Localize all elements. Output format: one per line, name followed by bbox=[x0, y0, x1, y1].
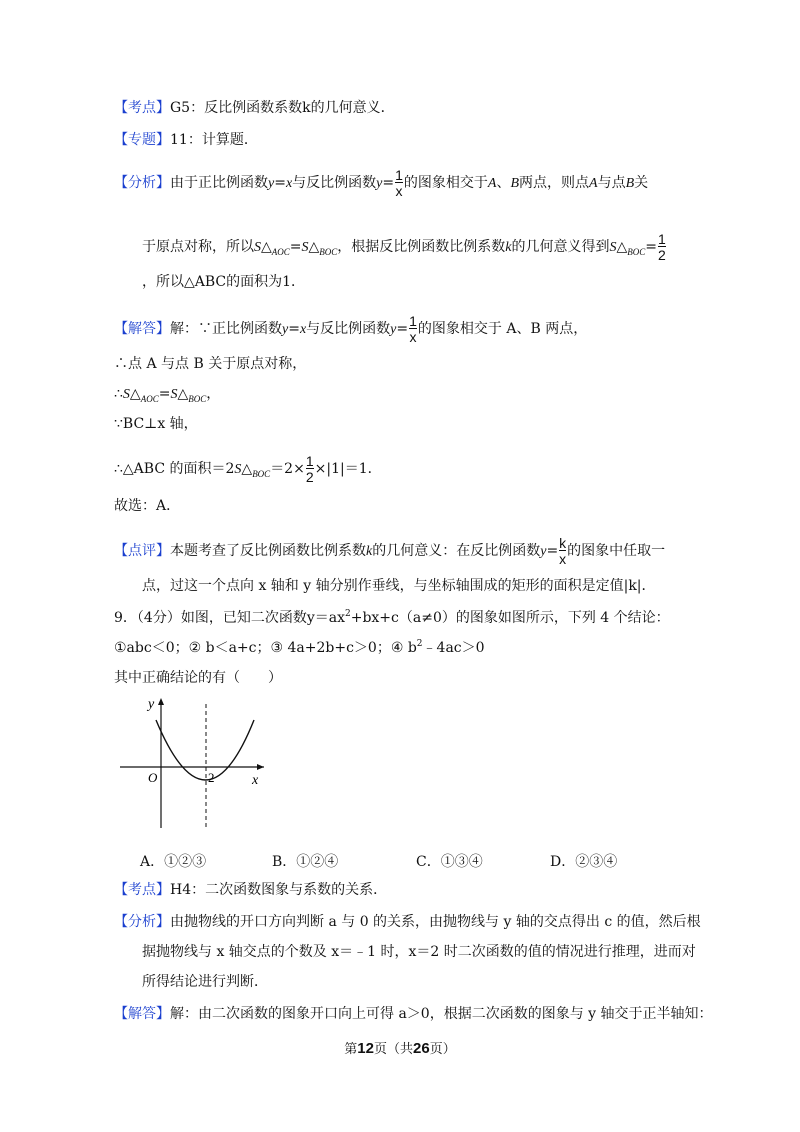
subscript: BOC bbox=[188, 394, 207, 404]
step-2 bbox=[114, 384, 220, 405]
denominator: 2 bbox=[305, 469, 314, 485]
fraction-one-half bbox=[658, 232, 666, 262]
var: S bbox=[254, 240, 261, 255]
denominator: x bbox=[559, 551, 567, 567]
subscript: AOC bbox=[140, 394, 159, 404]
var: A bbox=[487, 176, 497, 191]
jieda-line-1 bbox=[114, 314, 587, 344]
kaodian-line bbox=[114, 98, 395, 118]
var: k bbox=[505, 240, 512, 255]
text: ﹣4ac＞0 bbox=[422, 640, 485, 656]
triangle-symbol: △ bbox=[129, 386, 141, 402]
origin-label: O bbox=[148, 770, 158, 785]
numerator: 1 bbox=[395, 167, 403, 183]
text: ∴△ABC 的面积＝2 bbox=[114, 461, 235, 477]
fenxi-tag: 【分析】 bbox=[114, 175, 170, 191]
denominator: x bbox=[409, 329, 417, 345]
dianping-tag: 【点评】 bbox=[114, 543, 170, 559]
text: = bbox=[288, 321, 300, 337]
q9-fenxi-line-3: 所得结论进行判断． bbox=[142, 974, 268, 990]
option-a[interactable]: A．①②③ bbox=[140, 854, 207, 870]
triangle-symbol: △ bbox=[616, 239, 628, 255]
text: ∴ bbox=[114, 386, 123, 402]
numerator: k bbox=[559, 535, 567, 551]
text: 页（共 bbox=[373, 1042, 413, 1057]
kaodian-text: G5：反比例函数系数k的几何意义． bbox=[170, 100, 395, 116]
triangle-symbol: △ bbox=[261, 239, 272, 255]
step-3: ∵BC⊥x 轴， bbox=[114, 416, 198, 432]
text: 两点，则点 bbox=[519, 175, 590, 191]
subscript: BOC bbox=[252, 469, 271, 479]
jieda-tag: 【解答】 bbox=[114, 321, 170, 337]
denominator: 2 bbox=[658, 247, 666, 263]
text: 的图象相交于 A、B 两点， bbox=[417, 321, 588, 337]
text: 由抛物线的开口方向判断 a 与 0 的关系，由抛物线与 y 轴的交点得出 c 的值，然后根 bbox=[170, 914, 701, 930]
answer-line: 故选：A． bbox=[114, 498, 181, 514]
subscript: BOC bbox=[319, 247, 338, 257]
text: 本题考查了反比例函数比例系数 bbox=[170, 543, 366, 559]
q9-conditions bbox=[114, 638, 485, 660]
superscript: 2 bbox=[344, 609, 351, 619]
var: y bbox=[390, 322, 397, 337]
triangle-symbol: △ bbox=[177, 386, 189, 402]
subscript: BOC bbox=[627, 247, 646, 257]
fraction-1-over-x bbox=[409, 314, 417, 344]
option-d[interactable]: D．②③④ bbox=[550, 854, 618, 870]
zhuanti-text: 11：计算题． bbox=[170, 132, 258, 148]
text: ， bbox=[206, 386, 221, 402]
text: 第 bbox=[344, 1042, 358, 1057]
var: y bbox=[540, 544, 547, 559]
text: 9．（4分）如图，已知二次函数 bbox=[114, 610, 307, 626]
triangle-symbol: △ bbox=[308, 239, 320, 255]
text: ×|1|＝1． bbox=[314, 461, 382, 477]
text: 的图象中任取一 bbox=[567, 543, 666, 559]
parabola-figure bbox=[114, 690, 274, 835]
text: = bbox=[546, 543, 559, 559]
text: 、 bbox=[496, 175, 511, 191]
var: x bbox=[285, 176, 293, 191]
fraction-one-half bbox=[306, 454, 314, 484]
q9-fenxi-line-1 bbox=[114, 912, 701, 932]
dianping-line-2: 点，过这一个点向 x 轴和 y 轴分别作垂线，与坐标轴围成的矩形的面积是定值|k|． bbox=[142, 578, 656, 594]
triangle-symbol: △ bbox=[241, 461, 253, 477]
var: S bbox=[170, 387, 178, 402]
x-label: x bbox=[252, 773, 259, 788]
y-label: y bbox=[148, 697, 155, 712]
text: 的几何意义得到 bbox=[511, 239, 610, 255]
text: 的图象相交于 bbox=[403, 175, 488, 191]
text: 解：∵正比例函数 bbox=[170, 321, 282, 337]
text: ，根据反比例函数比例系数 bbox=[337, 239, 506, 255]
y-axis-arrow bbox=[158, 698, 164, 705]
text: 与反比例函数 bbox=[292, 175, 377, 191]
text: 关 bbox=[634, 175, 649, 191]
q9-kaodian-line bbox=[114, 880, 387, 900]
option-b[interactable]: B．①②④ bbox=[272, 854, 339, 870]
text: 于原点对称，所以 bbox=[142, 239, 254, 255]
dianping-line-1 bbox=[114, 536, 665, 566]
text: y＝ax bbox=[306, 610, 345, 626]
text: 的几何意义：在反比例函数 bbox=[372, 543, 541, 559]
fraction-k-over-x bbox=[559, 536, 566, 566]
text: = bbox=[274, 175, 286, 191]
q9-stem bbox=[114, 608, 670, 630]
var: S bbox=[301, 240, 309, 255]
q9-fenxi-line-2: 据抛物线与 x 轴交点的个数及 x＝﹣1 时，x＝2 时二次函数的值的情况进行推理，进而对 bbox=[142, 944, 696, 960]
text: = bbox=[289, 239, 302, 255]
text: 由于正比例函数 bbox=[170, 175, 268, 191]
page-number: 12 bbox=[357, 1040, 374, 1057]
parabola-curve bbox=[156, 720, 254, 780]
text: ＝2× bbox=[270, 461, 305, 477]
var: y bbox=[282, 322, 289, 337]
var: B bbox=[510, 176, 520, 191]
kaodian-tag: 【考点】 bbox=[114, 100, 170, 116]
fenxi-tag: 【分析】 bbox=[114, 914, 170, 930]
zhuanti-tag: 【专题】 bbox=[114, 132, 170, 148]
text: 与反比例函数 bbox=[306, 321, 391, 337]
numerator: 1 bbox=[305, 453, 314, 469]
superscript: 2 bbox=[416, 639, 423, 649]
var: k bbox=[366, 544, 373, 559]
denominator: x bbox=[395, 183, 403, 199]
fenxi-line-2 bbox=[142, 232, 667, 262]
x-axis-arrow bbox=[257, 764, 264, 770]
fraction-1-over-x bbox=[395, 168, 403, 198]
text: 页） bbox=[429, 1042, 456, 1057]
total-pages: 26 bbox=[413, 1040, 430, 1057]
text: H4：二次函数图象与系数的关系． bbox=[170, 882, 388, 898]
text: = bbox=[396, 321, 409, 337]
text: = bbox=[382, 175, 395, 191]
option-c[interactable]: C．①③④ bbox=[416, 854, 483, 870]
fenxi-line-1 bbox=[114, 168, 648, 198]
zhuanti-line bbox=[114, 130, 258, 150]
var: S bbox=[122, 387, 130, 402]
var: x bbox=[299, 322, 307, 337]
var: A bbox=[589, 176, 598, 191]
text: 与点 bbox=[597, 175, 626, 191]
var: y bbox=[268, 176, 275, 191]
fenxi-line-3: ，所以△ABC的面积为1． bbox=[142, 274, 306, 290]
step-4 bbox=[114, 454, 382, 484]
q9-jieda-line-1 bbox=[114, 1004, 713, 1024]
text: ①abc＜0；② b＜a+c；③ 4a+2b+c＞0；④ b bbox=[114, 640, 417, 656]
text: +bx+c（a≠0）的图象如图所示，下列 4 个结论： bbox=[350, 610, 670, 626]
var: B bbox=[625, 176, 635, 191]
text: = bbox=[645, 239, 658, 255]
kaodian-tag: 【考点】 bbox=[114, 882, 170, 898]
numerator: 1 bbox=[658, 231, 666, 247]
var: S bbox=[234, 462, 242, 477]
subscript: AOC bbox=[271, 247, 290, 257]
numerator: 1 bbox=[409, 313, 417, 329]
var: S bbox=[609, 240, 617, 255]
var: y bbox=[376, 176, 383, 191]
q9-ask: 其中正确结论的有（ ） bbox=[114, 670, 282, 686]
text: = bbox=[158, 386, 171, 402]
page-footer bbox=[0, 1038, 800, 1057]
jieda-tag: 【解答】 bbox=[114, 1006, 170, 1022]
step-1: ∴点 A 与点 B 关于原点对称， bbox=[114, 356, 307, 372]
text: 解：由二次函数的图象开口向上可得 a＞0，根据二次函数的图象与 y 轴交于正半轴知： bbox=[170, 1006, 713, 1022]
tick-2-label: 2 bbox=[208, 770, 215, 785]
